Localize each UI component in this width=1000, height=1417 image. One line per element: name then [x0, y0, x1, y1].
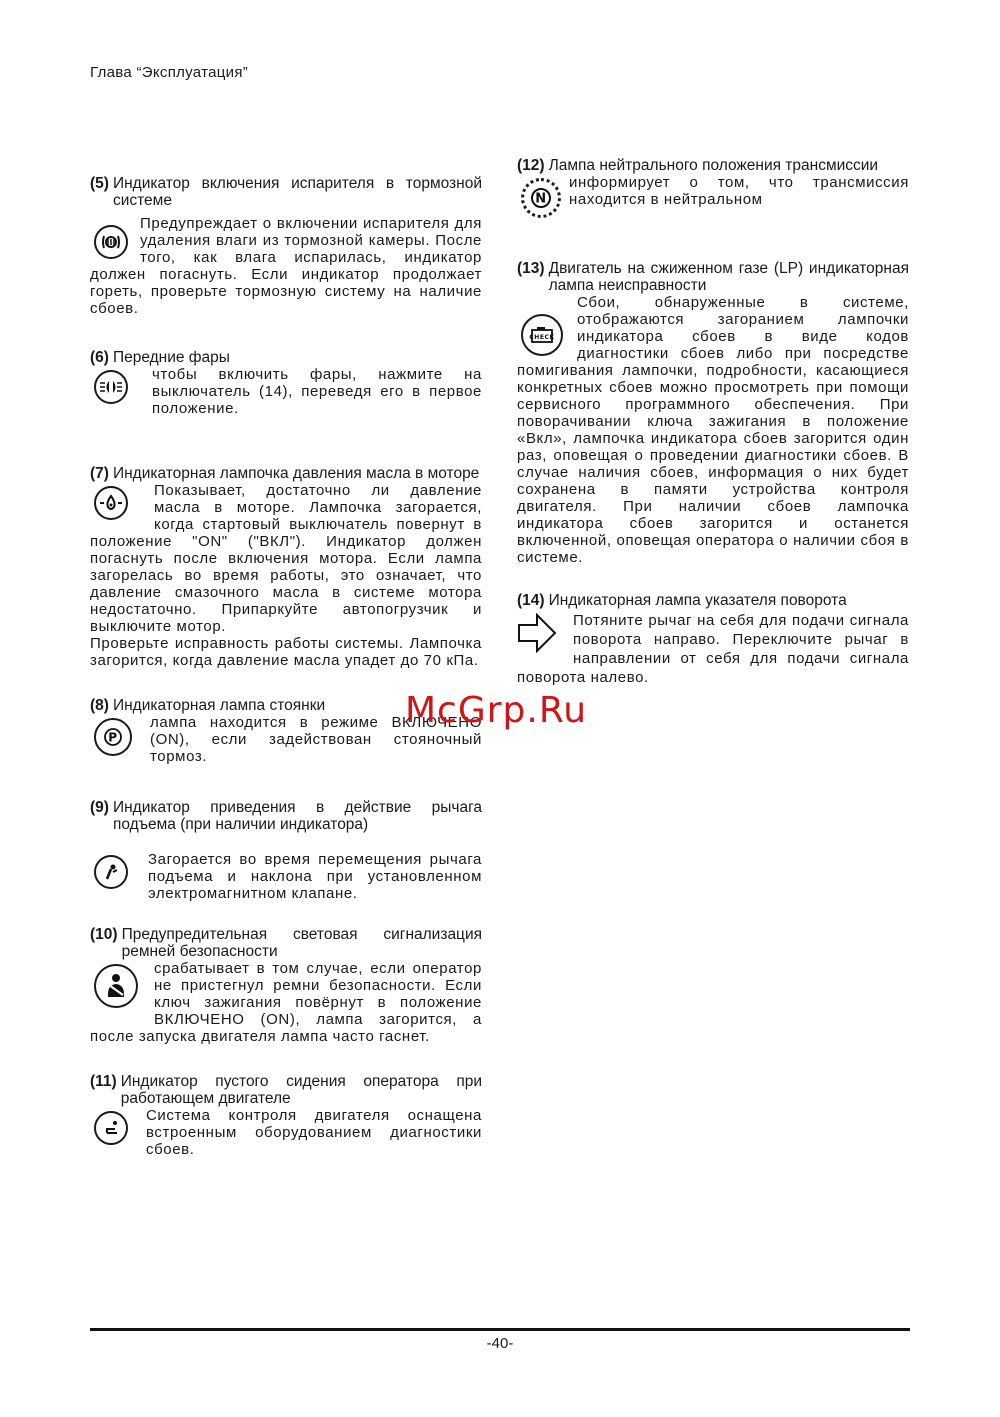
- parking-brake-icon: [94, 718, 132, 756]
- turn-signal-arrow-icon: [517, 613, 557, 658]
- section-number: (10): [90, 926, 118, 943]
- empty-seat-icon: [94, 1111, 128, 1145]
- section-number: (9): [90, 799, 109, 816]
- section-title: Предупредительная световая сигнализация ремней безопасности: [121, 926, 482, 960]
- neutral-gear-icon: [521, 178, 561, 218]
- section-text: лампа находится в режиме ВКЛЮЧЕНО (ON), если задействован стояночный тормоз.: [150, 714, 482, 765]
- section-number: (14): [517, 592, 545, 609]
- section-text: Сбои, обнаруженные в системе, отображаются загоранием лампочки индикатора сбоев в виде кодов диагностики сбоев либо при посредстве помигивания лампочки, подробности, касающиеся конкретных сбоев можно просмотреть при помощи сервисного программного обеспечения. При поворачивании ключа зажигания в положение «Вкл», лампочка индикатора сбоев загорится один раз, оповещая о проведении диагностики сбоев. В случае наличия сбоев, информация о них будет сохранена в памяти устройства контроля двигателя. При наличии сбоев лампочка индикатора сбоев загорится и останется включенной, оповещая оператора о наличии сбоя в системе.: [517, 294, 909, 566]
- section-13: [517, 260, 909, 566]
- section-text: чтобы включить фары, нажмите на выключатель (14), переведя его в первое положение.: [152, 366, 482, 417]
- section-text: Предупреждает о включении испарителя для удаления влаги из тормозной камеры. После того, как влага испарилась, индикатор должен погаснуть. Если индикатор продолжает гореть, проверьте тормозную систему на наличие сбоев.: [90, 215, 482, 317]
- section-number: (6): [90, 349, 109, 366]
- section-number: (11): [90, 1073, 117, 1090]
- section-10: [90, 926, 482, 1045]
- section-12: [517, 157, 909, 218]
- watermark: McGrp.Ru: [405, 690, 588, 731]
- section-title: Лампа нейтрального положения трансмиссии: [548, 157, 879, 174]
- section-number: (8): [90, 697, 109, 714]
- section-number: (12): [517, 157, 545, 174]
- lift-lever-icon: [94, 855, 128, 889]
- section-title: Индикатор пустого сидения оператора при работающем двигателе: [120, 1073, 482, 1107]
- section-title: Индикатор приведения в действие рычага подъема (при наличии индикатора): [112, 799, 482, 833]
- section-title: Передние фары: [112, 349, 230, 366]
- svg-text:CHECK: CHECK: [529, 334, 555, 341]
- oil-pressure-icon: [94, 486, 128, 520]
- left-column: [90, 175, 482, 1158]
- section-7: [90, 465, 482, 669]
- section-text: Показывает, достаточно ли давление масла в моторе. Лампочка загорается, когда стартовый выключатель повернут в положение "ON" ("ВКЛ"). Индикатор должен погаснуть после включения мотора. Если лампа загорелась во время работы, это означает, что давление смазочного масла в системе мотора недостаточно. Припаркуйте автопогрузчик и выключите мотор.: [90, 482, 482, 635]
- section-text: Загорается во время перемещения рычага подъема и наклона при установленном электромагнитном клапане.: [148, 851, 482, 902]
- seatbelt-icon: [94, 964, 138, 1008]
- section-text: срабатывает в том случае, если оператор не пристегнул ремни безопасности. Если ключ зажигания повёрнут в положение ВКЛЮЧЕНО (ON), лампа загорится, а после запуска двигателя лампа часто гаснет.: [90, 960, 482, 1045]
- section-text-secondary: Проверьте исправность работы системы. Лампочка загорится, когда давление масла упадет до 70 кПа.: [90, 635, 482, 669]
- page-number: -40-: [486, 1335, 514, 1352]
- footer-divider: [90, 1328, 910, 1331]
- section-9: [90, 799, 482, 902]
- brake-evaporator-icon: [94, 225, 128, 259]
- section-title: Индикаторная лампочка давления масла в моторе: [112, 465, 480, 482]
- section-title: Индикаторная лампа указателя поворота: [548, 592, 847, 609]
- svg-text:P: P: [108, 730, 118, 745]
- right-column: [517, 157, 909, 687]
- check-engine-icon: [521, 314, 563, 356]
- section-text: Потяните рычаг на себя для подачи сигнала поворота направо. Переключите рычаг в направлении от себя для подачи сигнала поворота налево.: [517, 612, 909, 686]
- section-6: [90, 349, 482, 417]
- section-number: (5): [90, 175, 109, 192]
- section-title: Двигатель на сжиженном газе (LP) индикаторная лампа неисправности: [548, 260, 909, 294]
- svg-text:N: N: [535, 191, 547, 207]
- section-text: Система контроля двигателя оснащена встроенным оборудованием диагностики сбоев.: [146, 1107, 482, 1158]
- section-11: [90, 1073, 482, 1158]
- headlights-icon: [94, 370, 128, 404]
- section-number: (13): [517, 260, 545, 277]
- section-5: [90, 175, 482, 317]
- section-title: Индикаторная лампа стоянки: [112, 697, 326, 714]
- section-14: [517, 592, 909, 687]
- section-text: информирует о том, что трансмиссия находится в нейтральном: [569, 174, 909, 208]
- section-number: (7): [90, 465, 109, 482]
- section-title: Индикатор включения испарителя в тормозной системе: [112, 175, 482, 209]
- chapter-header: Глава “Эксплуатация”: [90, 64, 249, 81]
